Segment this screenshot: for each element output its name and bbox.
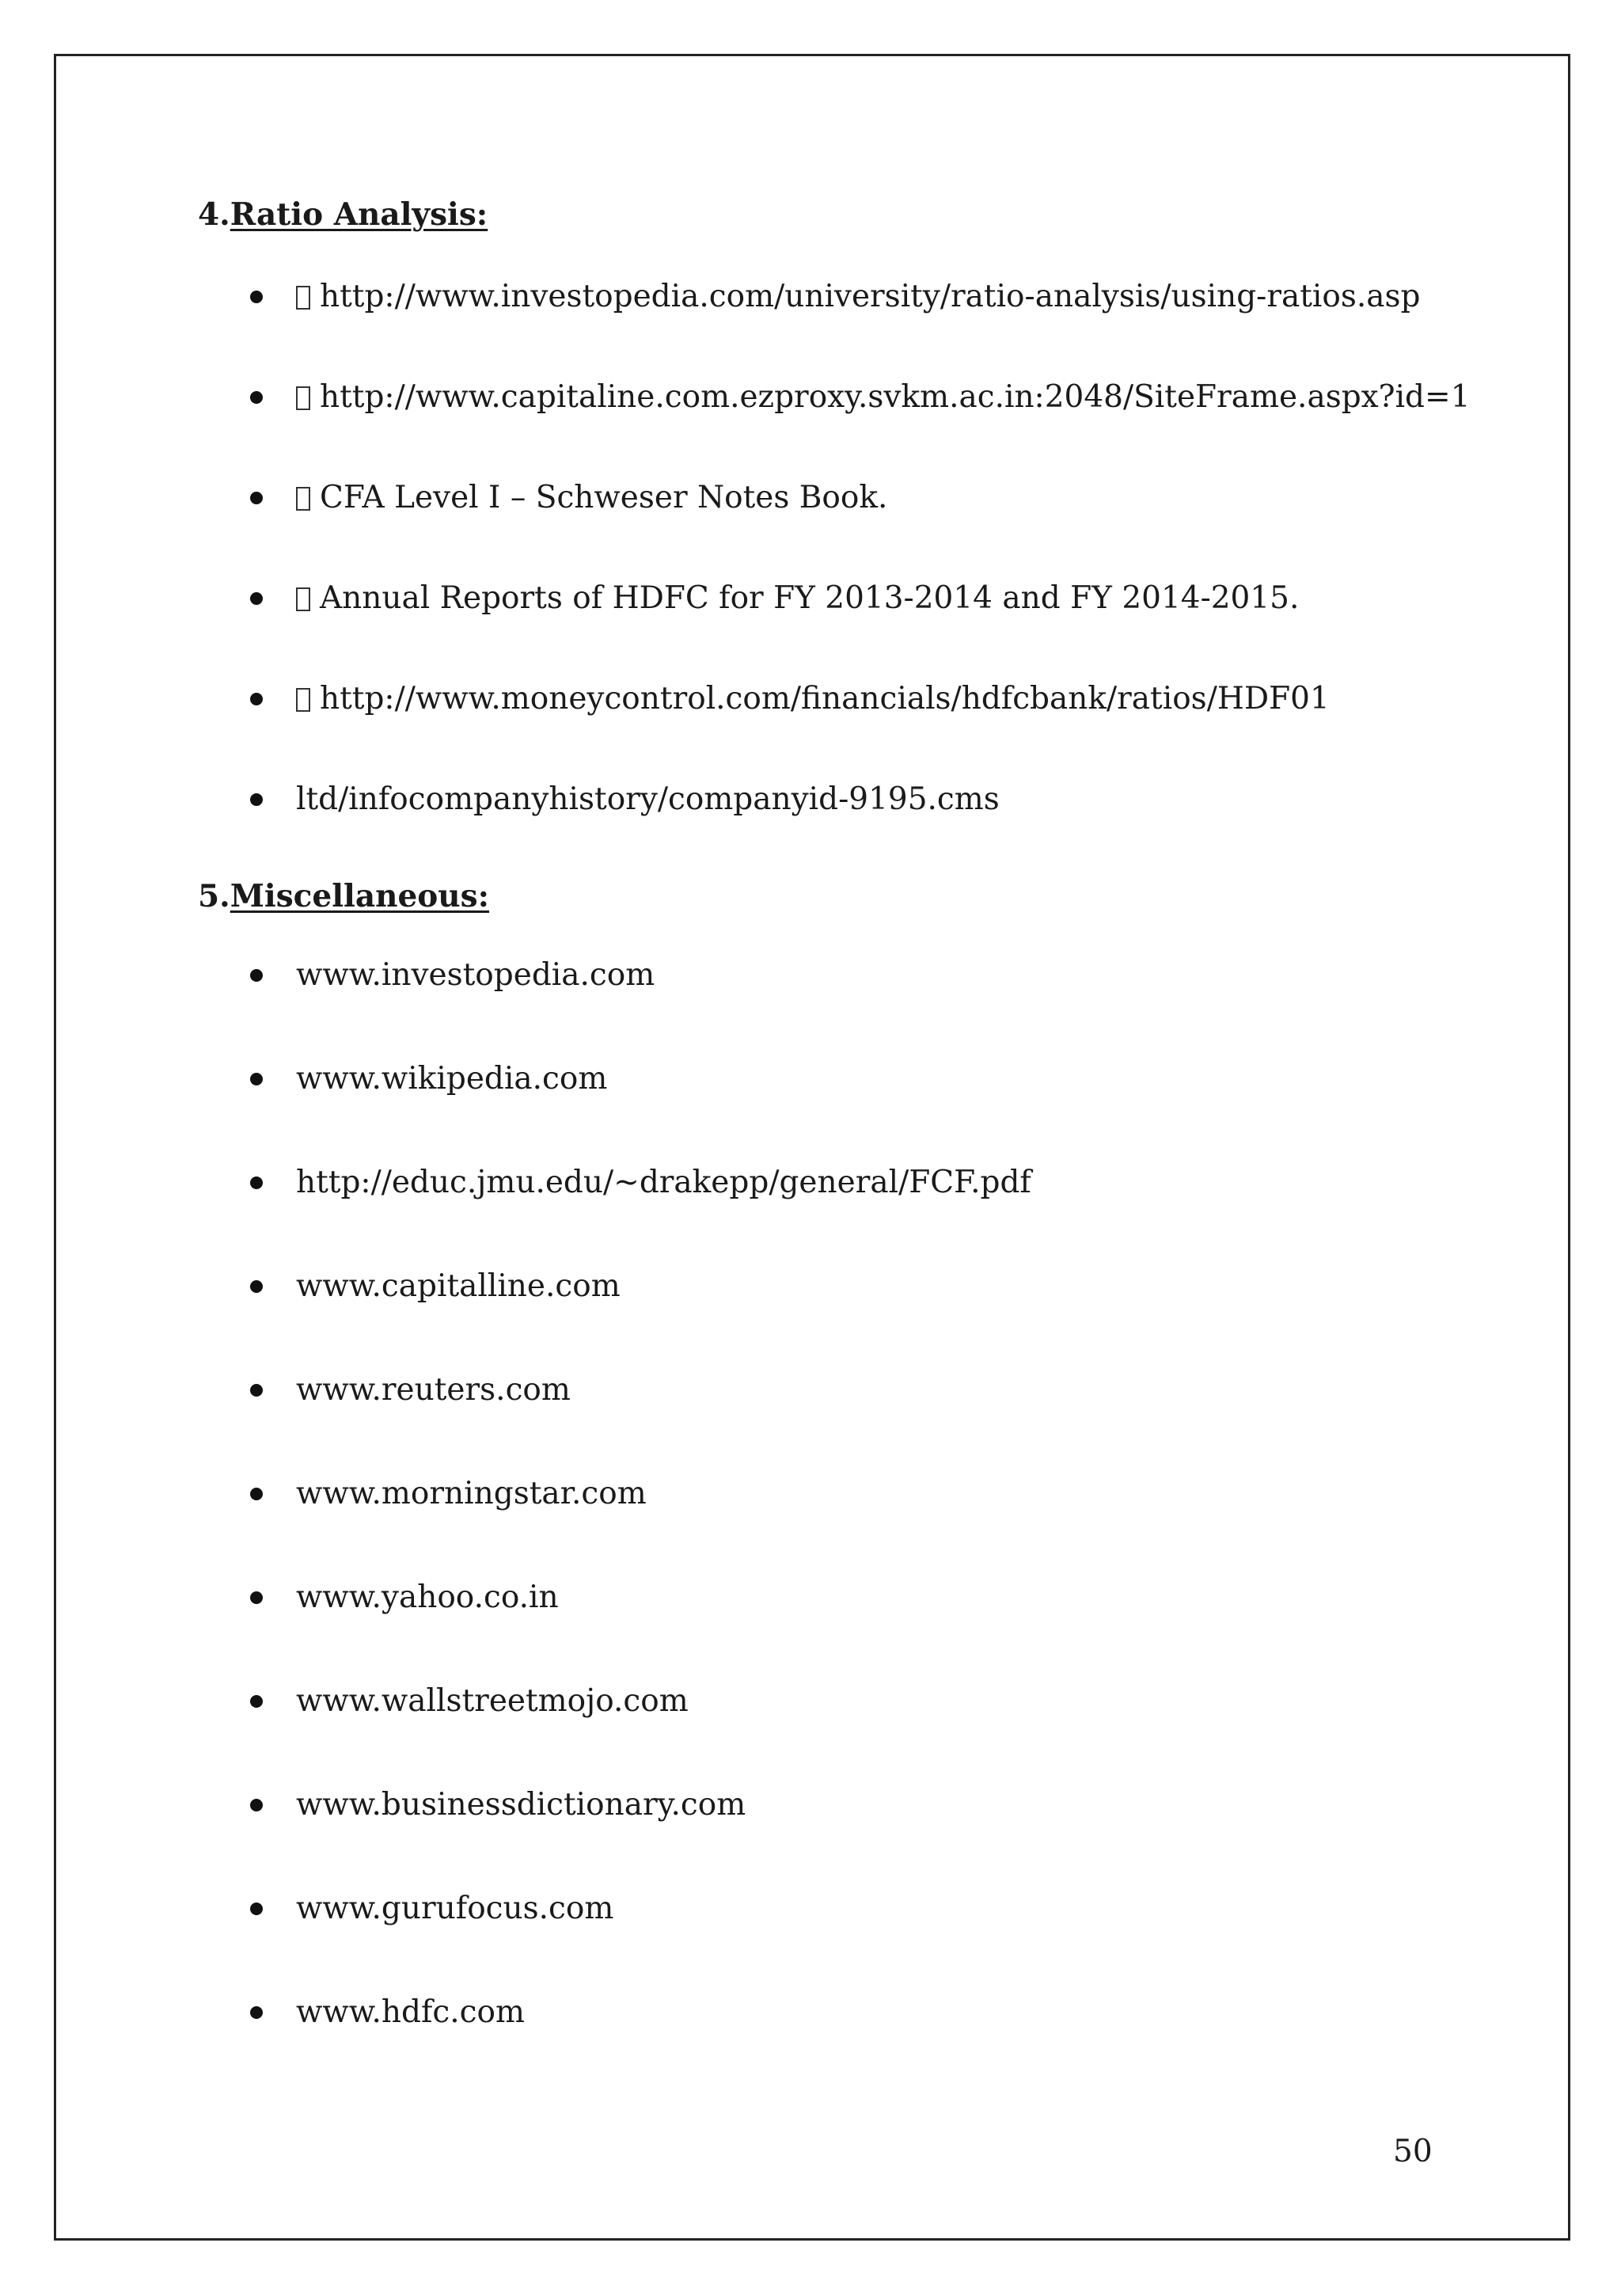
bullet-icon (250, 969, 263, 982)
page-number: 50 (1393, 2134, 1433, 2169)
reference-text: www.morningstar.com (296, 1476, 647, 1511)
reference-text: www.businessdictionary.com (296, 1787, 746, 1823)
bullet-icon (250, 2006, 263, 2019)
bullet-icon (250, 492, 263, 504)
bullet-icon (250, 1591, 263, 1604)
reference-text: http://www.capitaline.com.ezproxy.svkm.ac.in:2048/SiteFrame.aspx?id=1 (320, 379, 1471, 415)
bullet-icon (250, 1488, 263, 1500)
reference-text: www.hdfc.com (296, 1994, 525, 2030)
bullet-icon (250, 693, 263, 705)
bullet-icon (250, 291, 263, 303)
bullet-icon (250, 1280, 263, 1293)
section-number: 4. (198, 196, 230, 233)
bullet-icon (250, 793, 263, 806)
reference-text: http://educ.jmu.edu/~drakepp/general/FCF.pdf (296, 1165, 1031, 1200)
bullet-icon (250, 1695, 263, 1708)
bullet-icon (250, 1384, 263, 1397)
reference-text: CFA Level I – Schweser Notes Book. (320, 480, 888, 515)
section-number: 5. (198, 878, 230, 914)
reference-text: www.yahoo.co.in (296, 1579, 559, 1615)
section-heading-ratio-analysis (198, 196, 488, 233)
reference-text: www.reuters.com (296, 1372, 571, 1408)
reference-text: www.capitalline.com (296, 1268, 621, 1304)
missing-glyph-icon (296, 386, 310, 410)
bullet-icon (250, 391, 263, 404)
reference-text: http://www.moneycontrol.com/financials/hdfcbank/ratios/HDF01 (320, 681, 1330, 717)
section-title: Ratio Analysis: (230, 196, 488, 233)
bullet-icon (250, 592, 263, 605)
reference-text: www.wikipedia.com (296, 1061, 608, 1097)
missing-glyph-icon (296, 487, 310, 511)
reference-text: http://www.investopedia.com/university/ratio-analysis/using-ratios.asp (320, 279, 1421, 314)
reference-text: Annual Reports of HDFC for FY 2013-2014 and FY 2014-2015. (320, 580, 1300, 616)
bullet-icon (250, 1903, 263, 1915)
reference-text: www.wallstreetmojo.com (296, 1683, 689, 1719)
bullet-icon (250, 1799, 263, 1811)
bullet-icon (250, 1073, 263, 1085)
bullet-icon (250, 1177, 263, 1189)
reference-text: www.investopedia.com (296, 957, 655, 993)
missing-glyph-icon (296, 688, 310, 712)
reference-text: www.gurufocus.com (296, 1891, 614, 1926)
section-heading-miscellaneous (198, 878, 490, 914)
missing-glyph-icon (296, 587, 310, 611)
section-title: Miscellaneous: (230, 878, 490, 914)
missing-glyph-icon (296, 286, 310, 310)
reference-text: ltd/infocompanyhistory/companyid-9195.cms (296, 781, 1000, 817)
